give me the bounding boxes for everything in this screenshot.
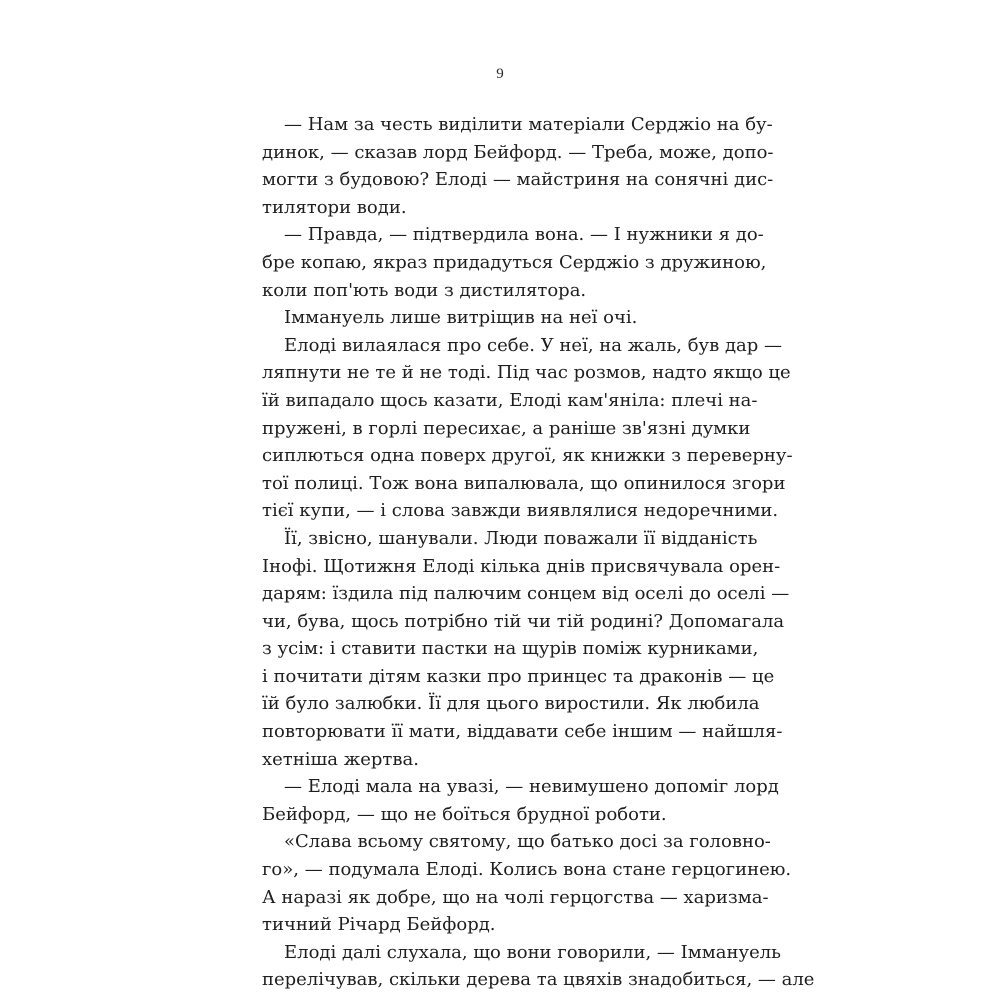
text-line: перелічував, скільки дерева та цвяхів знадобиться, — але [262, 969, 815, 991]
text-line: «Слава всьому святому, що батько досі за головно- [284, 831, 771, 853]
text-line: — Правда, — підтвердила вона. — І нужники я до- [284, 224, 764, 246]
text-line: тієї купи, — і слова завжди виявлялися недоречними. [262, 500, 779, 522]
text-line: тичний Річард Бейфорд. [262, 914, 496, 936]
text-line: Елоді вилаялася про себе. У неї, на жаль, був дар — [284, 334, 783, 356]
text-line: сиплються одна поверх другої, як книжки з переверну- [262, 445, 793, 467]
text-line: Бейфорд, — що не боїться брудної роботи. [262, 803, 667, 825]
text-line: А наразі як добре, що на чолі герцогства — харизма- [262, 886, 769, 908]
text-line: го», — подумала Елоді. Колись вона стане герцогинею. [262, 859, 792, 881]
text-line: Інофі. Щотижня Елоді кілька днів присвячувала орен- [262, 555, 781, 577]
text-line: повторювати її мати, віддавати себе іншим — найшля- [262, 721, 783, 743]
text-line: Елоді далі слухала, що вони говорили, — Іммануель [284, 941, 781, 963]
text-line: дарям: їздила під палючим сонцем від оселі до оселі — [262, 583, 790, 605]
text-line: їй випадало щось казати, Елоді кам'яніла: плечі на- [262, 389, 758, 411]
text-line: їй було залюбки. Її для цього виростили. Як любила [262, 693, 760, 715]
text-line: хетніша жертва. [262, 748, 419, 770]
text-line: динок, — сказав лорд Бейфорд. — Треба, може, допо- [262, 141, 774, 163]
text-line: могти з будовою? Елоді — майстриня на сонячні дис- [262, 169, 774, 191]
text-line: тилятори води. [262, 196, 407, 218]
text-line: з усім: і ставити пастки на щурів поміж курниками, [262, 638, 759, 660]
page-number: 9 [496, 66, 504, 82]
text-line: — Нам за честь виділити матеріали Серджіо на бу- [284, 114, 773, 135]
text-line: Іммануель лише витріщив на неї очі. [284, 307, 638, 329]
text-line: бре копаю, якраз придадуться Серджіо з дружиною, [262, 251, 767, 273]
body-text [262, 111, 815, 994]
text-line: пружені, в горлі пересихає, а раніше зв'язні думки [262, 417, 751, 439]
text-line: Її, звісно, шанували. Люди поважали її відданість [284, 527, 758, 549]
text-line: коли поп'ють води з дистилятора. [262, 279, 587, 301]
text-line: чи, бува, щось потрібно тій чи тій родині? Допомагала [262, 610, 785, 632]
text-line: ляпнути не те й не тоді. Під час розмов, надто якщо це [262, 362, 791, 384]
text-line: — Елоді мала на увазі, — невимушено допоміг лорд [284, 776, 779, 798]
text-line: і почитати дітям казки про принцес та драконів — це [262, 665, 775, 687]
text-line: тої полиці. Тож вона випалювала, що опинилося згори [262, 472, 786, 494]
